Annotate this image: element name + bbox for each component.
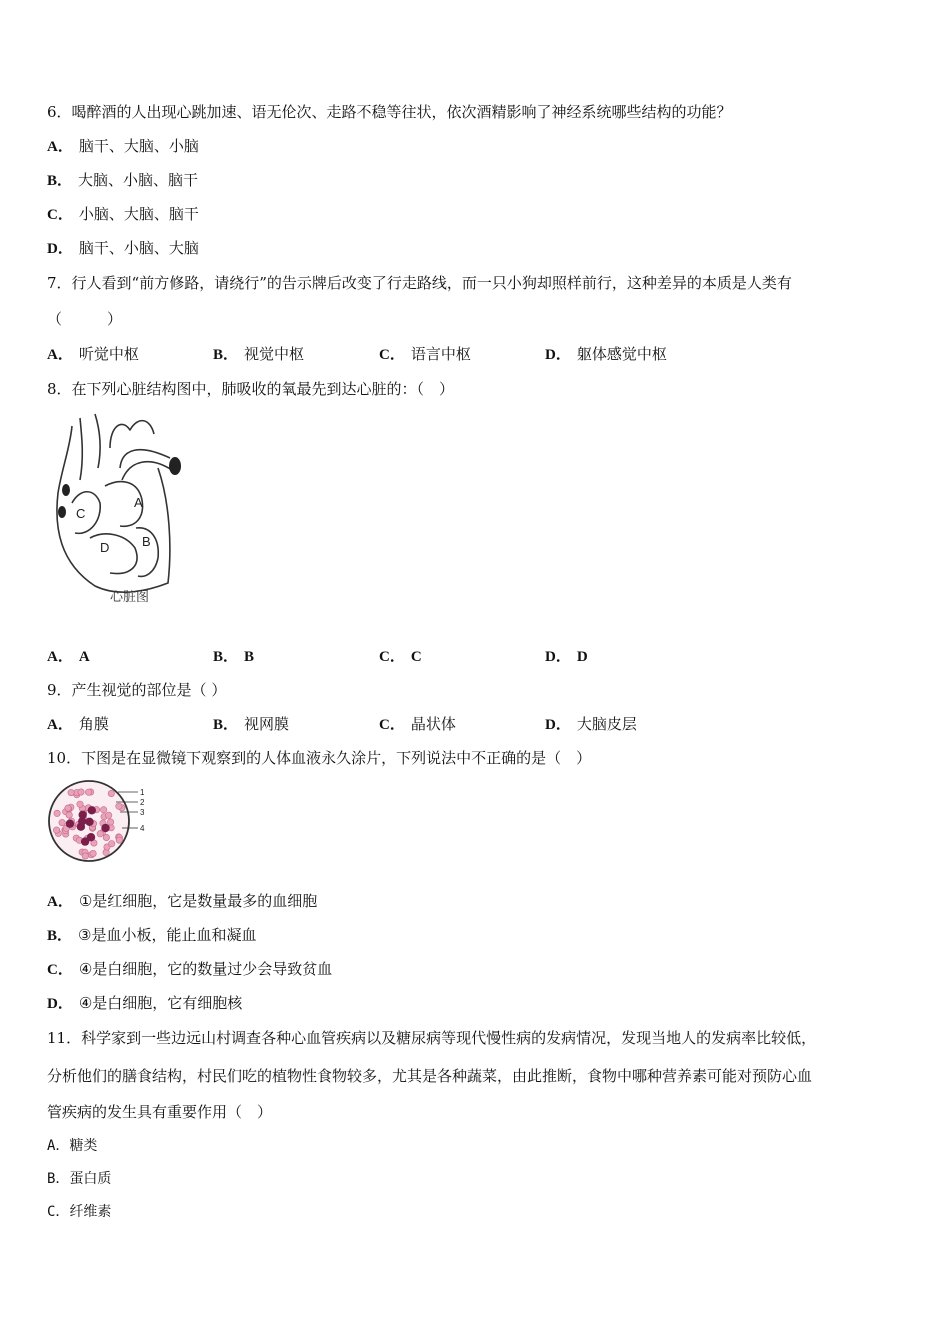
- option-text: 视觉中枢: [244, 345, 305, 363]
- option-text: ①是红细胞，它是数量最多的血细胞: [78, 892, 318, 910]
- option-text: 纤维素: [69, 1204, 112, 1220]
- q8-option-d[interactable]: [545, 645, 711, 666]
- smear-label-1: 1: [140, 788, 145, 797]
- option-text: 视网膜: [244, 715, 290, 733]
- option-label: A．: [47, 347, 73, 363]
- option-text: 脑干、大脑、小脑: [78, 137, 199, 155]
- option-label: C．: [47, 1204, 70, 1220]
- option-label: C．: [47, 962, 73, 978]
- option-text: A: [78, 649, 90, 665]
- option-label: D．: [47, 996, 73, 1012]
- red-blood-cell: [103, 834, 109, 840]
- q10-option-b[interactable]: [47, 924, 256, 945]
- option-text: 脑干、小脑、大脑: [78, 239, 199, 257]
- red-blood-cell: [108, 790, 114, 796]
- option-text: 大脑、小脑、脑干: [78, 171, 199, 189]
- q8-stem: 8．在下列心脏结构图中，肺吸收的氧最先到达心脏的：（ ）: [47, 380, 455, 398]
- option-text: ③是血小板，能止血和凝血: [78, 926, 257, 944]
- heart-label-a: A: [134, 495, 143, 510]
- red-blood-cell: [116, 837, 122, 843]
- q11-option-b[interactable]: [47, 1168, 111, 1188]
- red-blood-cell: [66, 812, 72, 818]
- red-blood-cell: [59, 819, 65, 825]
- q8-option-a[interactable]: [47, 645, 213, 666]
- vessel-opening: [62, 484, 70, 496]
- option-label: D．: [47, 241, 73, 257]
- white-blood-cell: [77, 823, 85, 831]
- q6-stem: 6．喝醉酒的人出现心跳加速、语无伦次、走路不稳等往状，依次酒精影响了神经系统哪些结构的功能？: [47, 103, 732, 121]
- q6-option-b[interactable]: [47, 169, 198, 190]
- white-blood-cell: [88, 806, 96, 814]
- q7-option-d[interactable]: [545, 343, 711, 364]
- red-blood-cell: [85, 789, 91, 795]
- option-text: 晶状体: [410, 715, 456, 733]
- heart-label-b: B: [142, 534, 151, 549]
- option-label: D．: [545, 717, 571, 733]
- q9-option-a[interactable]: [47, 713, 213, 734]
- q8-options: [47, 645, 887, 666]
- option-label: B．: [47, 173, 73, 189]
- q9-option-b[interactable]: [213, 713, 379, 734]
- q7-option-a[interactable]: [47, 343, 213, 364]
- q10-option-a[interactable]: [47, 890, 317, 911]
- red-blood-cell: [82, 853, 88, 859]
- heart-caption: 心脏图: [110, 589, 150, 604]
- q6-option-a[interactable]: [47, 135, 199, 156]
- q8-option-b[interactable]: [213, 645, 379, 666]
- option-text: ④是白细胞，它的数量过少会导致贫血: [78, 960, 333, 978]
- option-label: B．: [47, 1171, 70, 1187]
- red-blood-cell: [109, 841, 115, 847]
- q6-option-d[interactable]: [47, 237, 199, 258]
- option-text: 角膜: [78, 715, 109, 733]
- white-blood-cell: [85, 818, 93, 826]
- red-blood-cell: [78, 789, 84, 795]
- vessel-opening: [58, 506, 66, 518]
- q9-options: [47, 713, 887, 734]
- q10-option-c[interactable]: [47, 958, 332, 979]
- q9-option-d[interactable]: [545, 713, 711, 734]
- option-label: A．: [47, 894, 73, 910]
- vessel-opening: [169, 457, 181, 475]
- option-label: B．: [213, 649, 239, 665]
- option-text: B: [244, 649, 255, 665]
- option-label: C．: [379, 347, 405, 363]
- q8-option-c[interactable]: [379, 645, 545, 666]
- q7-options: [47, 343, 887, 364]
- option-label: B．: [47, 928, 73, 944]
- option-label: A．: [47, 1138, 70, 1154]
- blood-smear-diagram: [46, 778, 156, 866]
- q11-stem-line-3: 管疾病的发生具有重要作用（ ）: [47, 1103, 273, 1121]
- option-text: 躯体感觉中枢: [576, 345, 667, 363]
- white-blood-cell: [66, 820, 74, 828]
- option-label: B．: [213, 347, 239, 363]
- option-text: ④是白细胞，它有细胞核: [78, 994, 243, 1012]
- q7-option-b[interactable]: [213, 343, 379, 364]
- option-label: A．: [47, 649, 73, 665]
- heart-diagram: [50, 408, 190, 608]
- red-blood-cell: [101, 807, 107, 813]
- red-blood-cell: [106, 812, 112, 818]
- option-text: D: [576, 649, 588, 665]
- red-blood-cell: [77, 801, 83, 807]
- q7-stem: 7．行人看到“前方修路，请绕行”的告示牌后改变了行走路线，而一只小狗却照样前行，这种差异的本质是人类有: [47, 274, 792, 292]
- q10-option-d[interactable]: [47, 992, 242, 1013]
- smear-label-2: 2: [140, 798, 145, 807]
- smear-label-3: 3: [140, 808, 145, 817]
- red-blood-cell: [53, 827, 59, 833]
- option-label: C．: [379, 717, 405, 733]
- q7-option-c[interactable]: [379, 343, 545, 364]
- option-text: 语言中枢: [410, 345, 471, 363]
- option-label: D．: [545, 649, 571, 665]
- q10-stem: 10．下图是在显微镜下观察到的人体血液永久涂片，下列说法中不正确的是（ ）: [47, 749, 592, 767]
- red-blood-cell: [97, 831, 103, 837]
- red-blood-cell: [54, 810, 60, 816]
- red-blood-cell: [90, 850, 96, 856]
- option-label: A．: [47, 717, 73, 733]
- heart-label-c: C: [76, 506, 86, 521]
- q11-option-c[interactable]: [47, 1201, 111, 1221]
- q9-option-c[interactable]: [379, 713, 545, 734]
- option-text: C: [410, 649, 422, 665]
- q11-stem-line-1: 11．科学家到一些边远山村调查各种心血管疾病以及糖尿病等现代慢性病的发病情况，发现当地人的发病率比较低，: [47, 1029, 817, 1047]
- option-text: 糖类: [69, 1138, 98, 1154]
- option-text: 大脑皮层: [576, 715, 637, 733]
- red-blood-cell: [116, 803, 122, 809]
- q11-stem-line-2: 分析他们的膳食结构，村民们吃的植物性食物较多，尤其是各种蔬菜，由此推断，食物中哪种营养素可能对预防心血: [47, 1067, 813, 1085]
- q11-option-a[interactable]: [47, 1135, 97, 1155]
- q9-stem: 9．产生视觉的部位是（ ）: [47, 681, 227, 699]
- q6-option-c[interactable]: [47, 203, 199, 224]
- smear-label-4: 4: [140, 824, 145, 833]
- option-label: C．: [379, 649, 405, 665]
- option-label: C．: [47, 207, 73, 223]
- white-blood-cell: [101, 824, 109, 832]
- q7-stem-cont: （ ）: [47, 310, 123, 328]
- white-blood-cell: [79, 811, 87, 819]
- option-label: B．: [213, 717, 239, 733]
- option-label: D．: [545, 347, 571, 363]
- red-blood-cell: [68, 789, 74, 795]
- option-label: A．: [47, 139, 73, 155]
- red-blood-cell: [107, 819, 113, 825]
- red-blood-cell: [65, 805, 71, 811]
- white-blood-cell: [87, 833, 95, 841]
- option-text: 小脑、大脑、脑干: [78, 205, 199, 223]
- option-text: 听觉中枢: [78, 345, 139, 363]
- option-text: 蛋白质: [69, 1171, 112, 1187]
- heart-label-d: D: [100, 540, 110, 555]
